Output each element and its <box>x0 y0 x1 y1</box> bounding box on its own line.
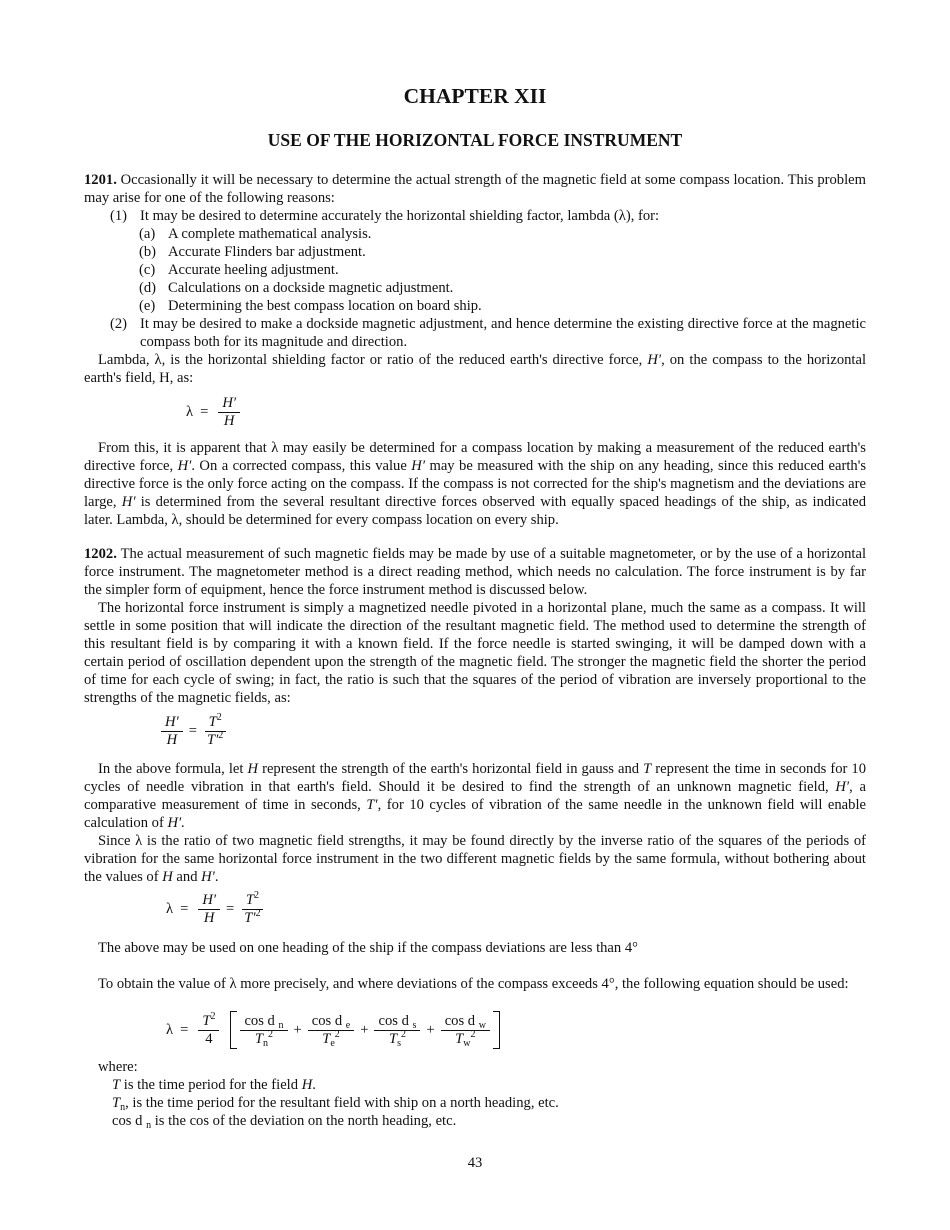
sub-list-text: Calculations on a dockside magnetic adjustment. <box>168 280 454 296</box>
exponent: 2 <box>254 890 259 901</box>
sub-list-number: (c) <box>139 262 156 278</box>
subscript: e <box>330 1037 335 1049</box>
text-run: is determined from the several resultant directive forces observed with equally spaced headings of the ship, as indicated later. Lambda, λ, should be determined for every compass location on every ship. <box>84 494 867 528</box>
section-1202 <box>84 545 866 707</box>
eq-text: cos d <box>311 1012 343 1029</box>
subscript: s <box>412 1019 417 1031</box>
definitions <box>84 1058 866 1130</box>
bracket-group <box>230 1011 500 1049</box>
numerator <box>198 1010 219 1031</box>
eq-text: cos d <box>378 1012 409 1029</box>
subscript: n <box>120 1102 126 1113</box>
fraction-term-s <box>374 1013 420 1048</box>
exponent: 2 <box>216 712 222 723</box>
eq-sign: = <box>188 723 197 739</box>
eq-var: T′ <box>206 732 219 748</box>
fraction <box>161 714 183 749</box>
definition-line <box>84 1094 866 1112</box>
subscript: w <box>463 1037 471 1049</box>
eq-var: T′ <box>244 910 256 926</box>
paragraph: The horizontal force instrument is simply a magnetized needle pivoted in a horizontal plane, much the same as a compass. It will settle in some position that will indicate the direction of the resultant magnetic field. The method used to determine the strength of this resultant field is by comparing it with a known field. If the force needle is started swinging, it will be damped down with a certain period of oscillation dependent upon the strength of the magnetic field. The stronger the magnetic field the shorter the period of time for each cycle of swing; in fact, the ratio is such that the squares of the period of vibration are inversely proportional to the strengths of the magnetic fields, as: <box>84 600 866 706</box>
paragraph <box>84 439 866 529</box>
paragraph <box>84 832 866 886</box>
numerator <box>374 1013 420 1031</box>
numerator: H′ <box>198 892 220 910</box>
definition-line <box>84 1112 866 1130</box>
paragraph-1201 <box>84 171 866 207</box>
exponent: 2 <box>470 1028 476 1040</box>
fraction <box>240 892 264 927</box>
numerator <box>441 1013 490 1031</box>
text-run: , a comparative measurement of time in seconds, <box>84 779 866 813</box>
text-run: , for 10 cycles of vibration of the same needle in the unknown field will enable calculation of <box>84 797 866 831</box>
numerator: H′ <box>218 395 240 413</box>
denominator <box>451 1028 479 1049</box>
text-run: H′ <box>411 458 426 474</box>
plus-sign: + <box>360 1021 369 1038</box>
fraction <box>198 1010 219 1048</box>
paragraph: The above may be used on one heading of the ship if the compass deviations are less than 4° <box>98 940 638 956</box>
text-run: H <box>247 761 259 777</box>
denominator: H <box>166 732 178 748</box>
text-run: H′ <box>647 352 662 368</box>
fraction-term-n <box>240 1013 287 1048</box>
text-run: cos d <box>112 1113 147 1129</box>
plus-sign: + <box>293 1021 302 1038</box>
eq-sign: = <box>180 1021 189 1038</box>
sub-list-item <box>139 225 866 243</box>
equation-lambda-ratio <box>186 395 243 430</box>
list-number: (2) <box>110 316 128 332</box>
eq-var: T <box>455 1030 464 1047</box>
sub-list-number: (a) <box>139 226 156 242</box>
subscript: n <box>278 1019 284 1031</box>
sub-list-item <box>139 243 866 261</box>
subscript: n <box>263 1037 269 1049</box>
definition-line <box>84 1076 866 1094</box>
text-run: From this, it is apparent that λ may easily be determined for a compass location by making a measurement of the reduced earth's directive force, <box>84 440 866 474</box>
sub-list-text: Determining the best compass location on board ship. <box>168 298 482 314</box>
sub-list-text: A complete mathematical analysis. <box>168 226 372 242</box>
eq-var: T <box>202 1012 211 1029</box>
text-run: and <box>172 869 202 885</box>
text-run: represent the strength of the earth's horizontal field in gauss and <box>258 761 644 777</box>
section-number: 1202. <box>84 546 117 562</box>
eq-var: T <box>208 714 217 730</box>
numerator: H′ <box>161 714 183 732</box>
eq-sign: = <box>200 404 209 420</box>
numerator <box>308 1013 355 1031</box>
paragraph-1202 <box>84 545 866 599</box>
text-run: H′ <box>835 779 850 795</box>
list-item <box>110 207 866 225</box>
text-run: In the above formula, let <box>98 761 248 777</box>
subscript: s <box>397 1037 401 1049</box>
subscript: n <box>146 1120 152 1131</box>
eq-text: cos d <box>444 1012 476 1029</box>
list-number: (1) <box>110 208 128 224</box>
section-1201 <box>84 171 866 387</box>
text-run: . <box>214 869 219 885</box>
section-1202-para6 <box>84 975 866 993</box>
eq-var: T <box>254 1030 264 1047</box>
sub-list-item <box>139 297 866 315</box>
sub-list-text: Accurate heeling adjustment. <box>168 262 339 278</box>
text-run: T <box>112 1077 121 1093</box>
paragraph-text: The actual measurement of such magnetic fields may be made by use of a suitable magnetometer, or by the use of a horizontal force instrument. The magnetometer method is a direct reading method, which needs no calculation. The force instrument is by far the simpler form of equipment, hence the force instrument method is discussed below. <box>84 546 867 598</box>
sub-list-text: Accurate Flinders bar adjustment. <box>168 244 366 260</box>
section-1202-para5 <box>84 939 866 957</box>
denominator: 4 <box>205 1030 213 1047</box>
denominator <box>251 1028 277 1049</box>
equation-lambda-precise <box>166 1011 500 1049</box>
denominator: H <box>223 413 235 429</box>
paragraph-text: Occasionally it will be necessary to determine the actual strength of the magnetic field at some compass location. This problem may arise for one of the following reasons: <box>84 172 866 206</box>
exponent: 2 <box>210 1010 216 1022</box>
equation-lambda-period <box>166 892 268 927</box>
fraction-term-e <box>308 1013 355 1048</box>
paragraph: To obtain the value of λ more precisely, and where deviations of the compass exceeds 4°, the following equation should be used: <box>98 976 849 992</box>
eq-sign: = <box>226 901 235 917</box>
eq-sign: = <box>180 901 189 917</box>
denominator <box>240 910 264 927</box>
text-run: . On a corrected compass, this value <box>191 458 412 474</box>
exponent: 2 <box>218 730 224 741</box>
list-text: It may be desired to determine accurately the horizontal shielding factor, lambda (λ), for: <box>140 208 660 224</box>
exponent: 2 <box>268 1028 274 1040</box>
denominator <box>318 1028 344 1049</box>
sub-list-item <box>139 279 866 297</box>
text-run: is the cos of the deviation on the north heading, etc. <box>151 1113 457 1129</box>
subscript: e <box>345 1019 351 1031</box>
text-run: is the time period for the field <box>120 1077 302 1093</box>
equation-period-ratio <box>158 714 230 749</box>
fraction <box>198 892 220 927</box>
page-number: 43 <box>467 1155 483 1171</box>
where-label: where: <box>98 1059 138 1075</box>
text-run: T <box>643 761 652 777</box>
denominator: H <box>203 910 215 926</box>
eq-var: T <box>245 892 254 908</box>
text-run: Since λ is the ratio of two magnetic field strengths, it may be found directly by the inverse ratio of the squares of the periods of vibration for the same horizontal force instrument in the two different magnetic fields by the same formula, without bothering about the values of <box>84 833 866 885</box>
list-item <box>110 315 866 351</box>
text-run: Lambda, λ, is the horizontal shielding factor or ratio of the reduced earth's directive force, <box>98 352 648 368</box>
paragraph <box>84 760 866 832</box>
section-1201-para2 <box>84 439 866 529</box>
eq-symbol: λ <box>186 404 194 420</box>
sub-list-item <box>139 261 866 279</box>
eq-var: T <box>388 1030 398 1047</box>
paragraph-lambda-definition <box>84 351 866 387</box>
eq-symbol: λ <box>166 1021 174 1038</box>
eq-text: cos d <box>244 1012 275 1029</box>
text-run: T′ <box>366 797 378 813</box>
chapter-heading: CHAPTER XII <box>403 84 547 108</box>
denominator <box>203 732 227 749</box>
text-run: H <box>162 869 173 885</box>
text-run: H′. <box>167 815 185 831</box>
eq-var: T <box>322 1030 331 1047</box>
chapter-title: USE OF THE HORIZONTAL FORCE INSTRUMENT <box>267 130 683 150</box>
eq-symbol: λ <box>166 901 174 917</box>
subscript: w <box>478 1019 486 1031</box>
text-run: . <box>312 1077 316 1093</box>
text-run: H′ <box>121 494 136 510</box>
exponent: 2 <box>400 1028 406 1040</box>
sub-list-number: (e) <box>139 298 156 314</box>
text-run: , is the time period for the resultant field with ship on a north heading, etc. <box>125 1095 559 1111</box>
list-text: It may be desired to make a dockside magnetic adjustment, and hence determine the existing directive force at the magnetic compass both for its magnitude and direction. <box>140 316 866 350</box>
exponent: 2 <box>255 908 261 919</box>
numerator <box>240 1013 287 1031</box>
text-run: represent the time in seconds for 10 cycles of needle vibration in that earth's field. Should it be desired to find the strength of an unknown magnetic field, <box>84 761 866 795</box>
text-run: H′ <box>177 458 192 474</box>
fraction <box>203 714 227 749</box>
plus-sign: + <box>426 1021 435 1038</box>
text-run: , on the compass to the horizontal earth's field, H, as: <box>84 352 866 386</box>
section-number: 1201. <box>84 172 117 188</box>
text-run: H <box>301 1077 313 1093</box>
exponent: 2 <box>334 1028 340 1040</box>
sub-list-number: (d) <box>139 280 157 296</box>
section-1202-para3 <box>84 760 866 886</box>
text-run: T <box>112 1095 121 1111</box>
fraction-term-w <box>441 1013 490 1048</box>
fraction <box>218 395 240 430</box>
denominator <box>385 1028 410 1049</box>
text-run: may be measured with the ship on any heading, since this reduced earth's directive force is the only force acting on the compass. If the compass is not corrected for the ship's magnetism and the deviations are large, <box>84 458 867 510</box>
text-run: H′ <box>201 869 215 885</box>
sub-list-number: (b) <box>139 244 157 260</box>
